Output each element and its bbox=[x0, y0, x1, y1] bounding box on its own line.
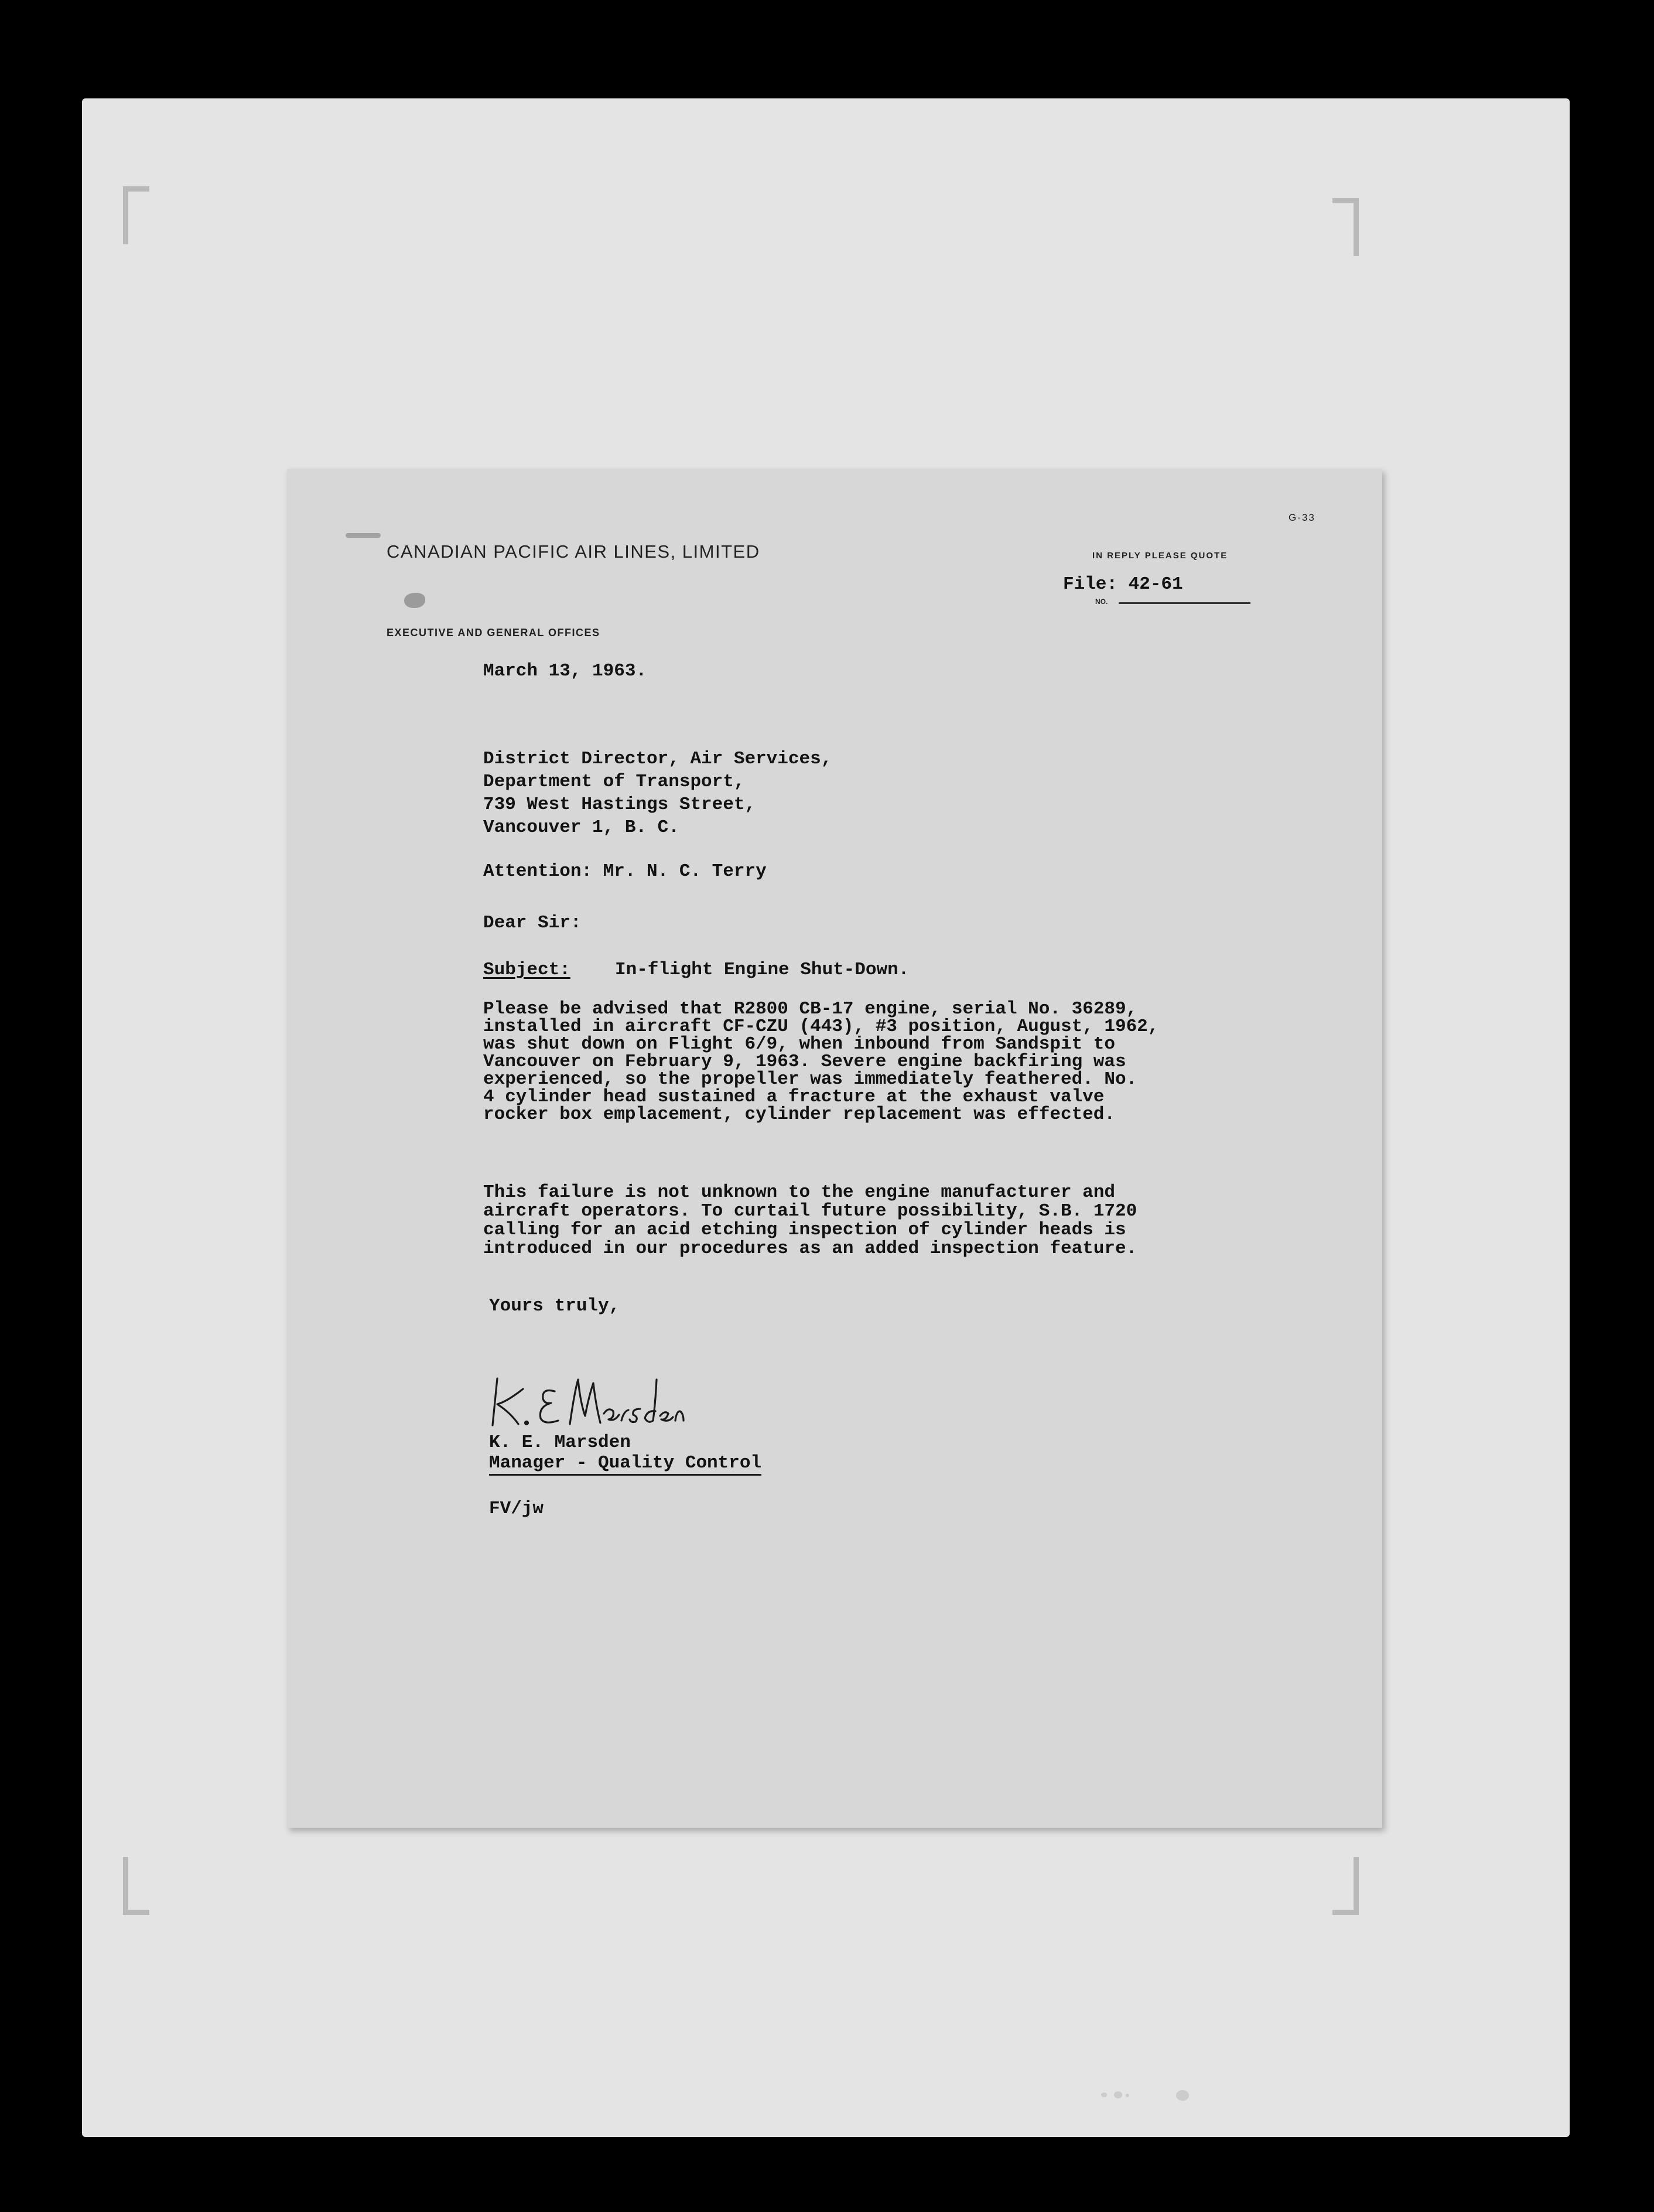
address-line: Vancouver 1, B. C. bbox=[483, 817, 679, 838]
offices-label: EXECUTIVE AND GENERAL OFFICES bbox=[387, 627, 600, 639]
address-line: District Director, Air Services, bbox=[483, 749, 832, 769]
text-line: introduced in our procedures as an added inspection feature. bbox=[483, 1238, 1137, 1259]
signer-title: Manager - Quality Control bbox=[489, 1453, 761, 1476]
handwritten-signature bbox=[489, 1368, 688, 1432]
number-label: NO. bbox=[1095, 598, 1108, 606]
letter-date: March 13, 1963. bbox=[483, 661, 647, 681]
text-line: was shut down on Flight 6/9, when inbound from Sandspit to bbox=[483, 1034, 1115, 1054]
signer-name: K. E. Marsden bbox=[489, 1432, 631, 1453]
address-line: Department of Transport, bbox=[483, 772, 745, 792]
file-number-rule bbox=[1119, 602, 1250, 604]
text-line: Vancouver on February 9, 1963. Severe engine backfiring was bbox=[483, 1052, 1126, 1072]
file-number: File: 42-61 bbox=[1063, 574, 1183, 595]
text-line: 4 cylinder head sustained a fracture at the exhaust valve bbox=[483, 1087, 1105, 1107]
letter-page bbox=[287, 469, 1382, 1828]
text-line: calling for an acid etching inspection of cylinder heads is bbox=[483, 1220, 1126, 1240]
company-name: CANADIAN PACIFIC AIR LINES, LIMITED bbox=[387, 541, 760, 562]
corner-mark-top-left bbox=[123, 186, 149, 244]
text-line: installed in aircraft CF-CZU (443), #3 position, August, 1962, bbox=[483, 1016, 1159, 1037]
reply-quote-label: IN REPLY PLEASE QUOTE bbox=[1092, 551, 1228, 561]
corner-mark-top-right bbox=[1332, 198, 1359, 256]
reference-initials: FV/jw bbox=[489, 1498, 544, 1519]
attention-line: Attention: Mr. N. C. Terry bbox=[483, 861, 767, 882]
salutation: Dear Sir: bbox=[483, 913, 582, 933]
form-code: G-33 bbox=[1289, 512, 1315, 523]
text-line: experienced, so the propeller was immediately feathered. No. bbox=[483, 1069, 1137, 1090]
body-paragraph-2 bbox=[483, 1183, 1137, 1258]
address-line: 739 West Hastings Street, bbox=[483, 794, 756, 815]
text-line: This failure is not unknown to the engine manufacturer and bbox=[483, 1182, 1115, 1203]
subject-text: In-flight Engine Shut-Down. bbox=[615, 960, 910, 980]
ink-smudge bbox=[346, 533, 381, 538]
corner-mark-bottom-right bbox=[1332, 1857, 1359, 1915]
text-line: Please be advised that R2800 CB-17 engine, serial No. 36289, bbox=[483, 999, 1137, 1019]
corner-mark-bottom-left bbox=[123, 1857, 149, 1915]
text-line: rocker box emplacement, cylinder replacement was effected. bbox=[483, 1104, 1115, 1125]
closing: Yours truly, bbox=[489, 1296, 620, 1316]
logo-mark-icon bbox=[404, 593, 425, 608]
subject-label: Subject: bbox=[483, 960, 570, 980]
body-paragraph-1 bbox=[483, 1001, 1159, 1124]
recipient-address bbox=[483, 747, 832, 839]
text-line: aircraft operators. To curtail future possibility, S.B. 1720 bbox=[483, 1201, 1137, 1221]
